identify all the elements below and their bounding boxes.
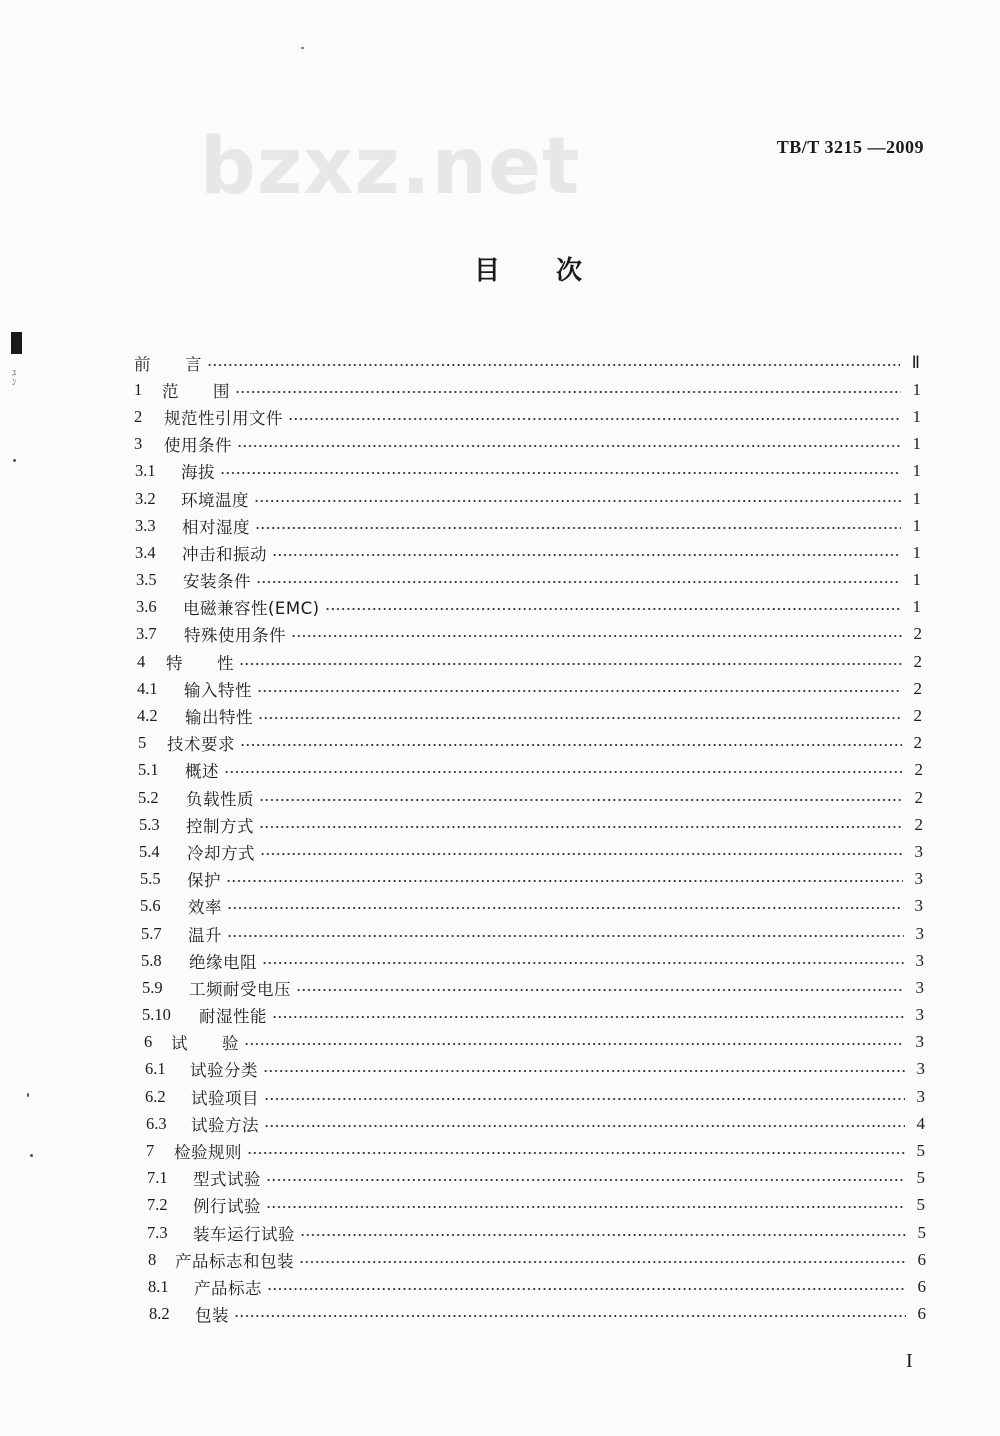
toc-entry-number: 8.1 <box>148 1276 169 1296</box>
dot-leader <box>220 469 901 477</box>
toc-entry-title: 负载性质 <box>186 789 254 809</box>
dot-leader <box>226 877 903 885</box>
dot-leader <box>237 442 901 450</box>
dot-leader <box>264 1122 905 1130</box>
toc-entry-number: 4.2 <box>137 706 158 726</box>
toc-entry-page: 6 <box>917 1249 926 1269</box>
toc-entry <box>0 920 924 947</box>
toc-entry <box>0 1110 925 1137</box>
dot-leader <box>240 741 902 749</box>
toc-entry-title: 检验规则 <box>174 1143 242 1163</box>
toc-entry-page: 3 <box>914 869 923 889</box>
dot-leader <box>288 415 901 423</box>
toc-entry <box>0 621 922 648</box>
toc-heading <box>474 250 582 287</box>
toc-entry <box>0 1165 925 1192</box>
toc-entry-number: 7.3 <box>147 1222 168 1242</box>
toc-entry-title: 控制方式 <box>186 816 254 836</box>
dot-leader <box>258 714 902 722</box>
toc-entry-number: 5.3 <box>139 814 160 834</box>
toc-heading-char: 次 <box>556 256 583 286</box>
dot-leader <box>239 660 902 668</box>
toc-entry-number: 5.9 <box>142 977 163 997</box>
toc-entry-number: 5.10 <box>142 1005 171 1025</box>
toc-entry-page: 3 <box>915 1005 924 1025</box>
toc-entry-title: 安装条件 <box>183 572 251 592</box>
dot-leader <box>235 388 901 396</box>
dot-leader <box>272 1013 904 1021</box>
toc-entry-page: 2 <box>913 651 922 671</box>
toc-entry <box>0 1219 926 1246</box>
toc-entry-number: 5.6 <box>140 896 161 916</box>
toc-entry-number: 1 <box>134 379 143 399</box>
toc-entry-page: 3 <box>914 896 923 916</box>
toc-entry <box>0 866 923 893</box>
toc-entry-number: 5.7 <box>141 923 162 943</box>
toc-entry-number: 4.1 <box>137 678 158 698</box>
toc-entry-page: 1 <box>912 434 921 454</box>
toc-entry-title: 海拔 <box>181 463 215 483</box>
toc-entry-title: 技术要求 <box>167 735 235 755</box>
toc-entry-number: 5.1 <box>138 760 159 780</box>
toc-entry-title: 效率 <box>188 898 222 918</box>
toc-entry-title: 试验项目 <box>191 1088 259 1108</box>
toc-entry-title: 试 验 <box>171 1034 239 1054</box>
toc-entry <box>0 974 924 1001</box>
toc-entry-page: 5 <box>916 1195 925 1215</box>
table-of-contents <box>0 349 1000 1328</box>
margin-mark: ﾕ ﾝ <box>12 369 17 388</box>
toc-entry <box>0 784 923 811</box>
toc-entry-title: 试验方法 <box>191 1115 259 1135</box>
toc-entry-title: 冷却方式 <box>187 843 255 863</box>
toc-entry-title: 环境温度 <box>181 490 249 510</box>
toc-entry-page: 1 <box>912 597 921 617</box>
toc-entry-title: 耐湿性能 <box>199 1007 267 1027</box>
toc-entry <box>0 1029 924 1056</box>
toc-entry-title: 概述 <box>185 762 219 782</box>
toc-entry-number: 7.1 <box>147 1168 168 1188</box>
toc-entry-page: 1 <box>912 570 921 590</box>
dot-leader <box>291 632 902 640</box>
toc-entry-title: 相对湿度 <box>182 517 250 537</box>
toc-entry <box>0 458 921 485</box>
toc-entry-page: 5 <box>916 1141 925 1161</box>
document-code: TB/T 3215 —2009 <box>776 137 924 157</box>
toc-entry <box>0 730 922 757</box>
scan-speck <box>301 47 304 49</box>
toc-entry-number: 5.2 <box>138 787 159 807</box>
dot-leader <box>234 1312 906 1320</box>
dot-leader <box>325 605 901 613</box>
toc-entry-number: 6.1 <box>145 1059 166 1079</box>
dot-leader <box>296 986 904 994</box>
toc-entry-page: 3 <box>915 1032 924 1052</box>
dot-leader <box>266 1203 905 1211</box>
toc-entry-page: 5 <box>916 1168 925 1188</box>
dot-leader <box>254 497 901 505</box>
toc-entry-number: 3.1 <box>135 461 156 481</box>
toc-entry-title: 使用条件 <box>164 436 232 456</box>
toc-entry-page: 2 <box>914 814 923 834</box>
toc-entry-title: 冲击和振动 <box>182 544 267 564</box>
dot-leader <box>259 823 903 831</box>
toc-entry-number: 6.3 <box>146 1113 167 1133</box>
toc-entry <box>0 1056 925 1083</box>
toc-entry-page: 4 <box>916 1113 925 1133</box>
toc-entry-number: 5.4 <box>139 841 160 861</box>
toc-entry-number: 6.2 <box>145 1086 166 1106</box>
toc-entry-page: 6 <box>917 1276 926 1296</box>
toc-entry <box>0 648 922 675</box>
toc-entry-number: 5 <box>138 733 147 753</box>
toc-entry <box>0 838 923 865</box>
dot-leader <box>256 578 901 586</box>
toc-entry-page: 3 <box>915 950 924 970</box>
toc-entry <box>0 403 921 430</box>
dot-leader <box>207 361 900 369</box>
toc-entry-number: 7 <box>146 1141 155 1161</box>
toc-entry-title: 输出特性 <box>185 708 253 728</box>
toc-entry-number: 8.2 <box>149 1304 170 1324</box>
dot-leader <box>260 850 903 858</box>
toc-entry-number: 3.5 <box>136 570 157 590</box>
toc-entry <box>0 567 921 594</box>
toc-entry <box>0 1246 926 1273</box>
toc-entry <box>0 1083 925 1110</box>
toc-entry-number: 3.4 <box>135 542 156 562</box>
watermark: bzxz.net <box>200 122 581 212</box>
toc-entry-page: 1 <box>912 488 921 508</box>
toc-entry-title: 电磁兼容性(EMC) <box>183 599 320 619</box>
toc-entry-title: 型式试验 <box>193 1170 261 1190</box>
toc-entry <box>0 1192 925 1219</box>
toc-entry-page: 6 <box>917 1304 926 1324</box>
toc-entry-number: 7.2 <box>147 1195 168 1215</box>
dot-leader <box>266 1176 905 1184</box>
toc-entry-title: 试验分类 <box>190 1061 258 1081</box>
toc-entry-number: 5.5 <box>140 869 161 889</box>
toc-entry-number: 4 <box>137 651 146 671</box>
toc-entry <box>0 702 922 729</box>
toc-entry-title: 范 围 <box>162 381 230 401</box>
toc-entry-number: 3.7 <box>136 624 157 644</box>
dot-leader <box>264 1095 905 1103</box>
toc-entry-title: 绝缘电阻 <box>189 952 257 972</box>
toc-entry-page: Ⅱ <box>911 352 920 372</box>
toc-entry <box>0 1002 924 1029</box>
toc-entry-page: 2 <box>913 706 922 726</box>
toc-entry-page: 1 <box>912 542 921 562</box>
toc-entry-title: 工频耐受电压 <box>189 979 291 999</box>
toc-entry-page: 1 <box>912 379 921 399</box>
toc-entry <box>0 349 920 376</box>
toc-entry-title: 特殊使用条件 <box>184 626 286 646</box>
toc-entry-title: 前 言 <box>134 354 202 374</box>
toc-entry-page: 2 <box>913 678 922 698</box>
toc-entry-page: 1 <box>912 406 921 426</box>
dot-leader <box>300 1231 906 1239</box>
toc-entry <box>0 1273 926 1300</box>
dot-leader <box>262 959 904 967</box>
toc-entry <box>0 947 924 974</box>
toc-entry-page: 3 <box>916 1059 925 1079</box>
toc-entry-page: 2 <box>914 760 923 780</box>
toc-entry <box>0 594 921 621</box>
toc-entry-page: 5 <box>917 1222 926 1242</box>
toc-entry <box>0 539 921 566</box>
toc-entry-page: 2 <box>913 624 922 644</box>
toc-entry-title: 例行试验 <box>193 1197 261 1217</box>
toc-entry-number: 8 <box>148 1249 157 1269</box>
toc-entry-number: 5.8 <box>141 950 162 970</box>
dot-leader <box>224 768 903 776</box>
toc-entry <box>0 757 923 784</box>
toc-entry <box>0 811 923 838</box>
toc-entry-page: 3 <box>915 977 924 997</box>
dot-leader <box>267 1285 906 1293</box>
toc-entry-number: 6 <box>144 1032 153 1052</box>
toc-entry <box>0 1137 925 1164</box>
toc-entry-title: 产品标志和包装 <box>175 1251 294 1271</box>
toc-entry <box>0 893 923 920</box>
toc-entry-page: 3 <box>915 923 924 943</box>
toc-entry-title: 输入特性 <box>184 680 252 700</box>
dot-leader <box>299 1258 906 1266</box>
toc-entry <box>0 675 922 702</box>
toc-entry <box>0 512 921 539</box>
dot-leader <box>263 1067 905 1075</box>
toc-entry-title: 规范性引用文件 <box>164 408 283 428</box>
dot-leader <box>247 1149 905 1157</box>
toc-entry <box>0 1301 926 1328</box>
dot-leader <box>257 687 902 695</box>
toc-entry-title: 包装 <box>195 1306 229 1326</box>
dot-leader <box>227 904 903 912</box>
dot-leader <box>227 932 904 940</box>
toc-entry-number: 3.2 <box>135 488 156 508</box>
toc-entry-page: 1 <box>912 461 921 481</box>
toc-entry-page: 2 <box>914 787 923 807</box>
toc-entry-number: 3.3 <box>135 515 156 535</box>
page-number: I <box>906 1350 913 1372</box>
toc-entry-title: 特 性 <box>166 653 234 673</box>
dot-leader <box>244 1040 904 1048</box>
toc-entry-number: 3 <box>134 434 143 454</box>
toc-entry-title: 温升 <box>188 925 222 945</box>
dot-leader <box>259 796 903 804</box>
toc-entry-number: 3.6 <box>136 597 157 617</box>
toc-entry-page: 3 <box>914 841 923 861</box>
toc-entry-number: 2 <box>134 406 143 426</box>
toc-entry-page: 1 <box>912 515 921 535</box>
toc-entry <box>0 376 921 403</box>
toc-entry <box>0 431 921 458</box>
toc-entry-page: 2 <box>913 733 922 753</box>
toc-entry-page: 3 <box>916 1086 925 1106</box>
toc-heading-char: 目 <box>474 256 501 286</box>
dot-leader <box>272 551 901 559</box>
toc-entry <box>0 485 921 512</box>
toc-entry-title: 保护 <box>187 871 221 891</box>
dot-leader <box>255 524 901 532</box>
toc-entry-title: 产品标志 <box>194 1278 262 1298</box>
toc-entry-title: 装车运行试验 <box>193 1224 295 1244</box>
